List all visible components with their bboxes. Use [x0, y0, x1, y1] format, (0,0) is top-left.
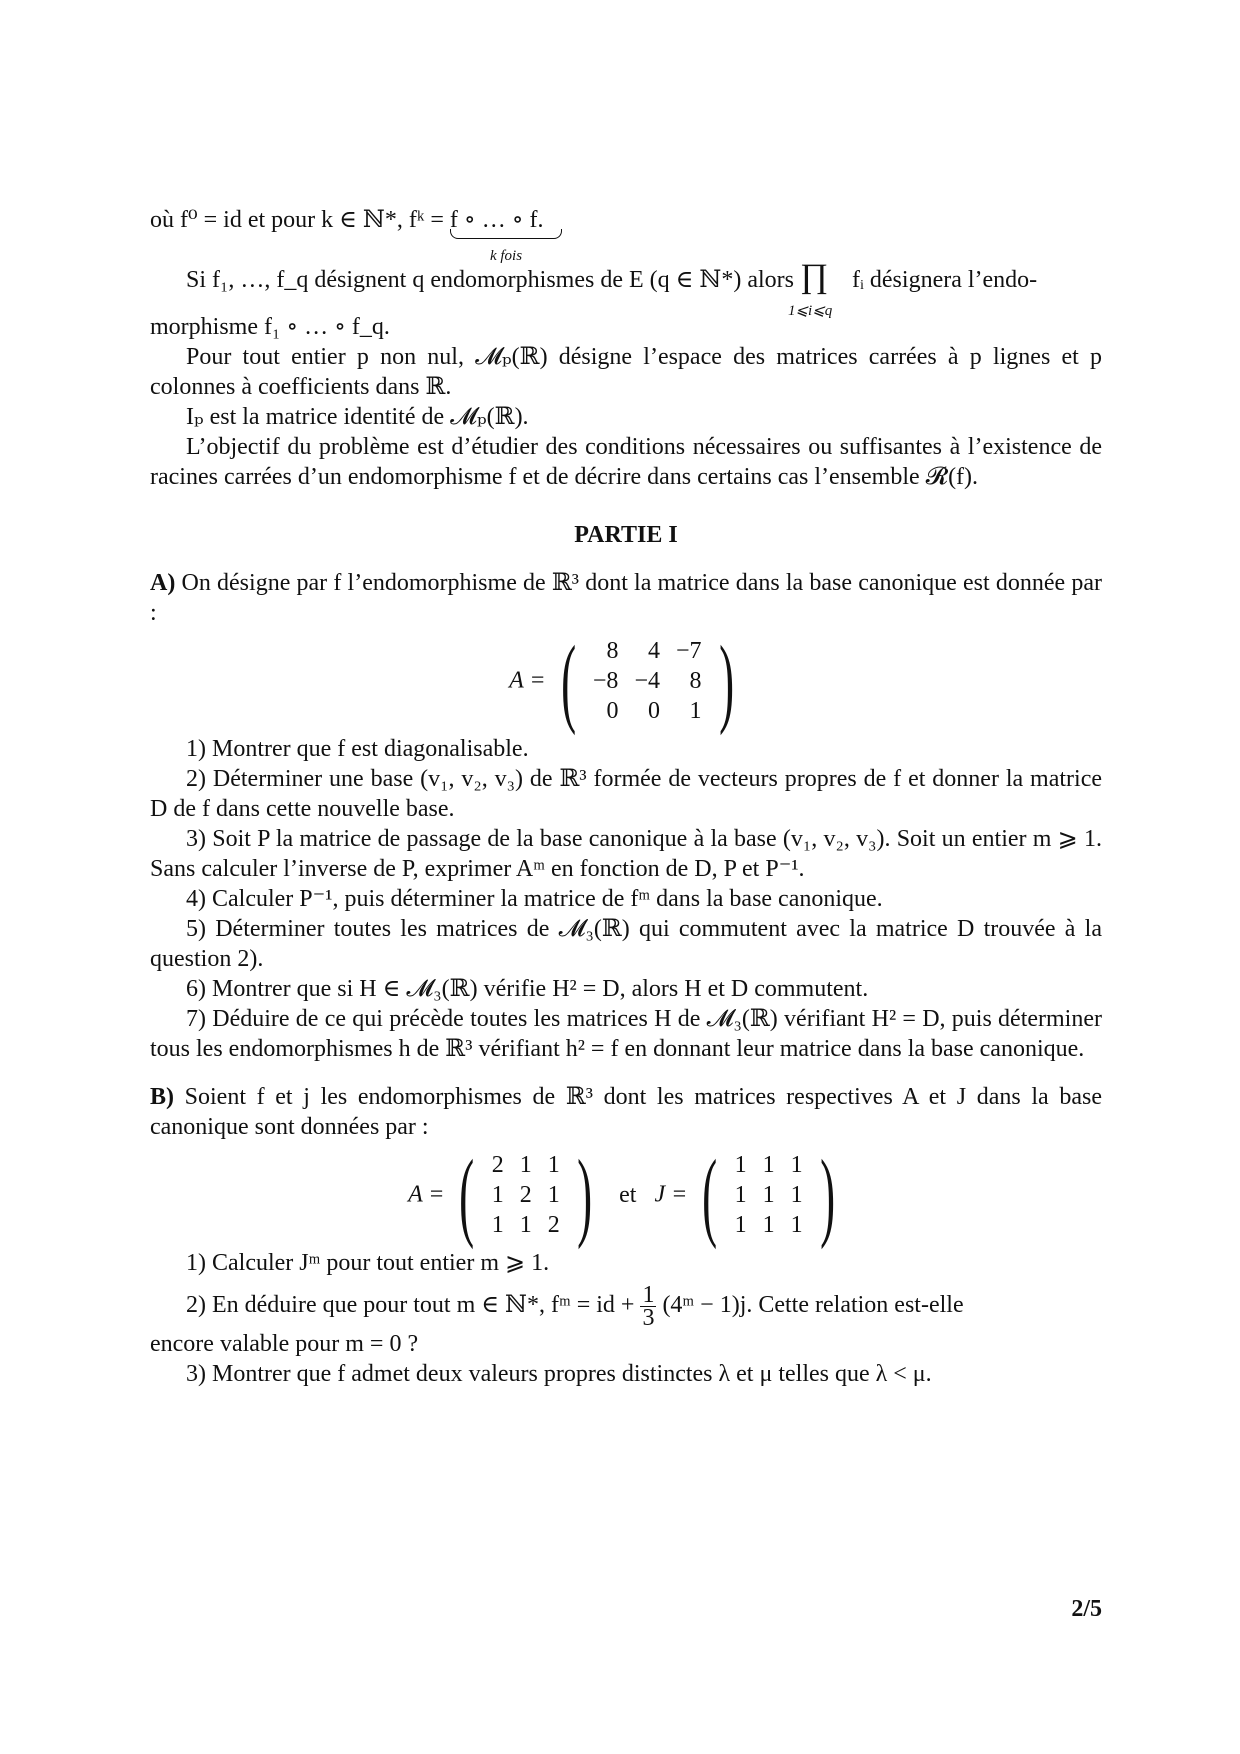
- matrix-j-cell: 1: [734, 1152, 747, 1178]
- section-b-questions: [150, 1248, 1102, 1389]
- intro-notation-text: où f⁰ = id et pour k ∈ ℕ*, fᵏ = f ∘ … ∘ f.: [150, 207, 544, 233]
- question-b1: 1) Calculer Jᵐ pour tout entier m ⩾ 1.: [186, 1250, 550, 1276]
- matrix-a: ( 8 4 −7 −8 −4 8 0 0 1 ): [560, 625, 734, 736]
- matrix-j-cell: 1: [762, 1212, 775, 1238]
- intro-line-3: morphisme f₁ ∘ … ∘ f_q.: [150, 314, 390, 340]
- matrix-b-a-cell: 2: [519, 1182, 532, 1208]
- matrix-j-cell: 1: [790, 1152, 803, 1178]
- section-a: [150, 568, 1102, 628]
- question-a4: 4) Calculer P⁻¹, puis déterminer la matrice de fᵐ dans la base canonique.: [186, 886, 883, 912]
- question-b2-start: 2) En déduire que pour tout m ∈ ℕ*, fᵐ = id +: [186, 1292, 635, 1319]
- question-b2-end: (4ᵐ − 1)j. Cette relation est-elle: [662, 1292, 964, 1319]
- matrix-a-cell: 8: [689, 668, 702, 694]
- matrix-b-a-cell: 1: [547, 1152, 560, 1178]
- matrix-j-name: J =: [654, 1181, 688, 1208]
- fraction-numerator: 1: [642, 1282, 655, 1308]
- section-b: [150, 1082, 1102, 1142]
- matrix-a-cell: 4: [647, 638, 660, 664]
- document-page: [150, 0, 1102, 1754]
- matrix-j-cell: 1: [734, 1182, 747, 1208]
- matrix-a-cell: 0: [647, 698, 660, 724]
- matrix-a-cell: −7: [675, 638, 702, 664]
- matrix-a-name: A =: [509, 667, 546, 694]
- intro-product-text-end: fᵢ désignera l’endo-: [851, 267, 1038, 293]
- matrix-b-a-cell: 1: [491, 1212, 504, 1238]
- product-subscript: 1⩽i⩽q: [787, 303, 833, 319]
- question-b2: [150, 1284, 1102, 1329]
- matrix-connector: et: [619, 1181, 637, 1208]
- page-number: 2/5: [1071, 1596, 1102, 1622]
- partie-title: PARTIE I: [574, 522, 678, 548]
- matrix-b-a-cell: 1: [519, 1152, 532, 1178]
- intro-line-6: L’objectif du problème est d’étudier des conditions nécessaires ou suffisantes à l’existence de racines carrées d’un endomorphisme f et de décrire dans certains cas l’ensemble 𝓡(f).: [150, 434, 1102, 490]
- matrix-b-a-name: A =: [408, 1181, 445, 1208]
- section-a-questions: [150, 734, 1102, 1064]
- fraction-one-third: [640, 1284, 656, 1329]
- matrix-j-cell: 1: [734, 1212, 747, 1238]
- underbrace: [450, 205, 562, 265]
- intro-line-2: [150, 258, 1102, 319]
- section-a-label: A): [150, 570, 176, 596]
- question-a7: 7) Déduire de ce qui précède toutes les matrices H de 𝓜₃(ℝ) vérifiant H² = D, puis déterminer tous les endomorphismes h de ℝ³ vérifiant h² = f en donnant leur matrice dans la base canonique.: [150, 1006, 1102, 1062]
- matrix-a-cell: −8: [592, 668, 619, 694]
- fraction-denominator: 3: [642, 1305, 655, 1331]
- matrix-a-cell: 1: [689, 698, 702, 724]
- matrix-j-cell: 1: [762, 1182, 775, 1208]
- brace-shape: [450, 229, 562, 239]
- matrices-b-block: [150, 1139, 1102, 1250]
- matrix-j-cell: 1: [790, 1212, 803, 1238]
- intro-line-1: [150, 205, 1102, 264]
- matrix-j: ( 1 1 1 1 1 1 1 1 1 ): [702, 1139, 835, 1250]
- matrix-b-a: ( 2 1 1 1 2 1 1 1 2 ): [459, 1139, 592, 1250]
- intro-line-4: Pour tout entier p non nul, 𝓜ₚ(ℝ) désigne l’espace des matrices carrées à p lignes et p colonnes à coefficients dans ℝ.: [150, 344, 1102, 400]
- matrix-b-a-cell: 1: [519, 1212, 532, 1238]
- brace-label: k fois: [489, 248, 523, 264]
- section-b-text: Soient f et j les endomorphismes de ℝ³ dont les matrices respectives A et J dans la base canonique sont données par :: [150, 1084, 1102, 1140]
- intro-lines: [150, 312, 1102, 492]
- matrix-b-a-cell: 1: [547, 1182, 560, 1208]
- matrix-j-cell: 1: [790, 1182, 803, 1208]
- matrix-b-a-cell: 2: [547, 1212, 560, 1238]
- question-a3: 3) Soit P la matrice de passage de la base canonique à la base (v₁, v₂, v₃). Soit un entier m ⩾ 1. Sans calculer l’inverse de P, exprimer Aᵐ en fonction de D, P et P⁻¹.: [150, 826, 1102, 882]
- matrix-j-cell: 1: [762, 1152, 775, 1178]
- question-b3: 3) Montrer que f admet deux valeurs propres distinctes λ et μ telles que λ < μ.: [186, 1361, 932, 1387]
- question-a2: 2) Déterminer une base (v₁, v₂, v₃) de ℝ³ formée de vecteurs propres de f et donner la matrice D de f dans cette nouvelle base.: [150, 766, 1102, 822]
- matrix-a-cell: 0: [606, 698, 619, 724]
- question-a6: 6) Montrer que si H ∈ 𝓜₃(ℝ) vérifie H² = D, alors H et D commutent.: [186, 976, 869, 1002]
- product-symbol: ∏ 1⩽i⩽q: [800, 262, 846, 295]
- question-a5: 5) Déterminer toutes les matrices de 𝓜₃(ℝ) qui commutent avec la matrice D trouvée à la question 2).: [150, 916, 1102, 972]
- matrix-b-a-cell: 1: [491, 1182, 504, 1208]
- question-b2-continued: encore valable pour m = 0 ?: [150, 1331, 419, 1357]
- intro-line-5: Iₚ est la matrice identité de 𝓜ₚ(ℝ).: [186, 404, 529, 430]
- matrix-a-cell: −4: [634, 668, 660, 694]
- matrix-a-block: [150, 625, 1102, 736]
- matrix-b-a-cell: 2: [491, 1152, 504, 1178]
- section-a-text: On désigne par f l’endomorphisme de ℝ³ dont la matrice dans la base canonique est donnée par :: [150, 570, 1102, 626]
- matrix-a-cell: 8: [606, 638, 619, 664]
- question-a1: 1) Montrer que f est diagonalisable.: [186, 736, 529, 762]
- intro-product-text: Si f₁, …, f_q désignent q endomorphismes de E (q ∈ ℕ*) alors: [186, 267, 794, 293]
- section-b-label: B): [150, 1084, 174, 1110]
